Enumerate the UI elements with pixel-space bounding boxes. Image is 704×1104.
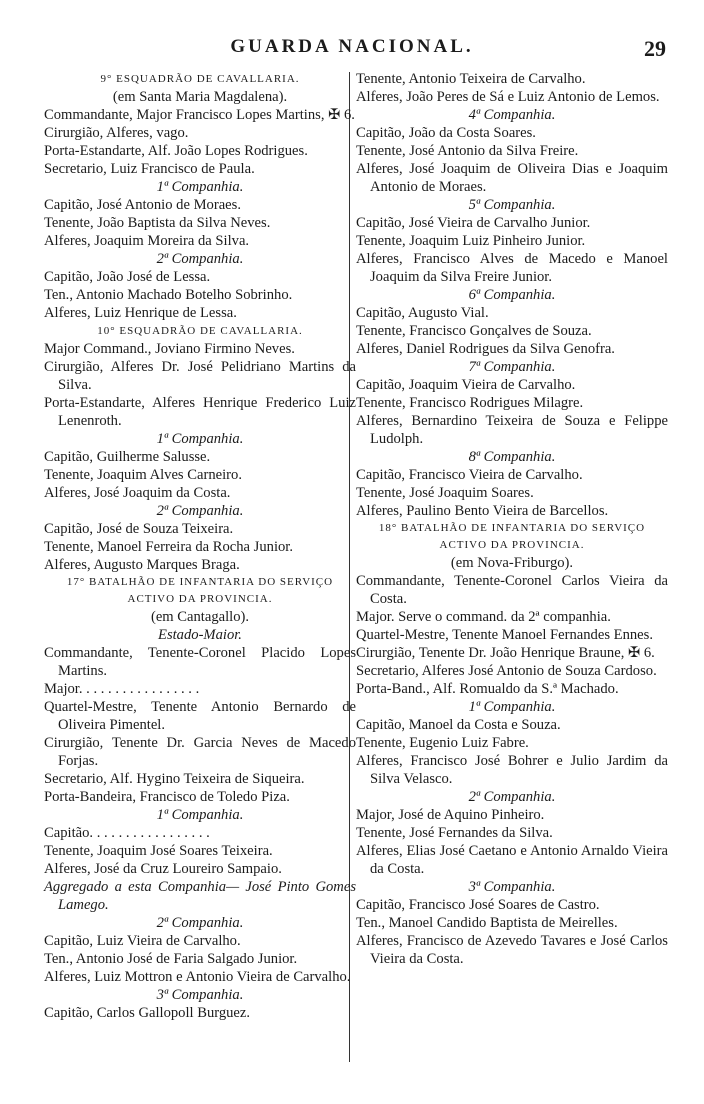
- location-note: (em Nova-Friburgo).: [450, 555, 574, 571]
- entry-line: Major, José de Aquino Pinheiro.: [356, 807, 545, 823]
- subsection-heading: 2ª Companhia.: [468, 789, 556, 805]
- entry-line: Cirurgião, Alferes, vago.: [44, 125, 189, 141]
- entry-line: Major. . . . . . . . . . . . . . . . .: [44, 681, 200, 697]
- entry-line: Commandante, Tenente-Coronel Placido Lopes Martins.: [44, 645, 356, 679]
- subsection-heading: 1ª Companhia.: [156, 807, 244, 823]
- entry-line: Capitão, Guilherme Salusse.: [44, 449, 211, 465]
- entry-line: Secretario, Luiz Francisco de Paula.: [44, 161, 255, 177]
- entry-line: Tenente, José Fernandes da Silva.: [356, 825, 553, 841]
- entry-line: Cirurgião, Alferes Dr. José Pelidriano Martins da Silva.: [44, 359, 356, 393]
- entry-line: Aggregado a esta Companhia— José Pinto Gomes Lamego.: [44, 879, 356, 913]
- entry-line: Alferes, Francisco José Bohrer e Julio Jardim da Silva Velasco.: [356, 753, 668, 787]
- location-note: (em Cantagallo).: [150, 609, 250, 625]
- subsection-heading: 1ª Companhia.: [156, 179, 244, 195]
- subsection-heading: Estado-Maior.: [158, 627, 242, 643]
- entry-line: Secretario, Alf. Hygino Teixeira de Siqueira.: [44, 771, 305, 787]
- entry-line: Tenente, Joaquim Alves Carneiro.: [44, 467, 242, 483]
- entry-line: Ten., Manoel Candido Baptista de Meirelles.: [356, 915, 618, 931]
- entry-line: Capitão, Manoel da Costa e Souza.: [356, 717, 561, 733]
- subsection-heading: 6ª Companhia.: [468, 287, 556, 303]
- page-number: 29: [644, 36, 666, 61]
- entry-line: Alferes, Francisco Alves de Macedo e Manoel Joaquim da Silva Freire Junior.: [356, 251, 668, 285]
- entry-line: Tenente, José Antonio da Silva Freire.: [356, 143, 579, 159]
- entry-line: Tenente, Joaquim José Soares Teixeira.: [44, 843, 273, 859]
- entry-line: Secretario, Alferes José Antonio de Souza Cardoso.: [356, 663, 657, 679]
- entry-line: Porta-Bandeira, Francisco de Toledo Piza.: [44, 789, 290, 805]
- entry-line: Tenente, Eugenio Luiz Fabre.: [356, 735, 529, 751]
- entry-line: Tenente, João Baptista da Silva Neves.: [44, 215, 271, 231]
- subsection-heading: 1ª Companhia.: [468, 699, 556, 715]
- location-note: (em Santa Maria Magdalena).: [112, 89, 288, 105]
- right-column: [356, 70, 668, 968]
- subsection-heading: 2ª Companhia.: [156, 503, 244, 519]
- subsection-heading: 3ª Companhia.: [468, 879, 556, 895]
- subsection-heading: 8ª Companhia.: [468, 449, 556, 465]
- entry-line: Major. Serve o command. da 2ª companhia.: [356, 609, 611, 625]
- left-column: [44, 70, 356, 1022]
- entry-line: Tenente, Joaquim Luiz Pinheiro Junior.: [356, 233, 586, 249]
- entry-line: Quartel-Mestre, Tenente Antonio Bernardo de Oliveira Pimentel.: [44, 699, 356, 733]
- entry-line: Tenente, Francisco Gonçalves de Souza.: [356, 323, 592, 339]
- entry-line: Capitão, João da Costa Soares.: [356, 125, 536, 141]
- entry-line: Alferes, Francisco de Azevedo Tavares e José Carlos Vieira da Costa.: [356, 933, 668, 967]
- entry-line: Capitão, José Antonio de Moraes.: [44, 197, 241, 213]
- entry-line: Cirurgião, Tenente Dr. Garcia Neves de Macedo Forjas.: [44, 735, 356, 769]
- entry-line: Capitão, Luiz Vieira de Carvalho.: [44, 933, 241, 949]
- entry-line: Alferes, José Joaquim da Costa.: [44, 485, 231, 501]
- entry-line: Tenente, Manoel Ferreira da Rocha Junior.: [44, 539, 294, 555]
- entry-line: Capitão, João José de Lessa.: [44, 269, 211, 285]
- running-title: GUARDA NACIONAL.: [230, 36, 474, 57]
- entry-line: Capitão, Augusto Vial.: [356, 305, 489, 321]
- entry-line: Porta-Band., Alf. Romualdo da S.ª Machado.: [356, 681, 619, 697]
- entry-line: Porta-Estandarte, Alferes Henrique Frederico Luiz Lenenroth.: [44, 395, 356, 429]
- entry-line: Capitão, Francisco Vieira de Carvalho.: [356, 467, 583, 483]
- entry-line: Commandante, Tenente-Coronel Carlos Vieira da Costa.: [356, 573, 668, 607]
- entry-line: Capitão. . . . . . . . . . . . . . . . .: [44, 825, 210, 841]
- subsection-heading: 2ª Companhia.: [156, 915, 244, 931]
- entry-line: Alferes, Paulino Bento Vieira de Barcellos.: [356, 503, 609, 519]
- section-heading: 9° ESQUADRÃO DE CAVALLARIA.: [100, 73, 300, 85]
- section-heading: 10° ESQUADRÃO DE CAVALLARIA.: [97, 325, 303, 337]
- entry-line: Alferes, Bernardino Teixeira de Souza e Felippe Ludolph.: [356, 413, 668, 447]
- section-heading: 17° BATALHÃO DE INFANTARIA DO SERVIÇO ACTIVO DA PROVINCIA.: [66, 576, 334, 605]
- entry-line: Capitão, Francisco José Soares de Castro.: [356, 897, 600, 913]
- entry-line: Capitão, José Vieira de Carvalho Junior.: [356, 215, 591, 231]
- entry-line: Tenente, José Joaquim Soares.: [356, 485, 534, 501]
- subsection-heading: 4ª Companhia.: [468, 107, 556, 123]
- subsection-heading: 1ª Companhia.: [156, 431, 244, 447]
- entry-line: Cirurgião, Tenente Dr. João Henrique Braune, ✠ 6.: [356, 645, 655, 661]
- entry-line: Alferes, José Joaquim de Oliveira Dias e Joaquim Antonio de Moraes.: [356, 161, 668, 195]
- entry-line: Ten., Antonio Machado Botelho Sobrinho.: [44, 287, 293, 303]
- subsection-heading: 3ª Companhia.: [156, 987, 244, 1003]
- entry-line: Alferes, Daniel Rodrigues da Silva Genofra.: [356, 341, 615, 357]
- entry-line: Alferes, José da Cruz Loureiro Sampaio.: [44, 861, 282, 877]
- entry-line: Alferes, Luiz Mottron e Antonio Vieira de Carvalho.: [44, 969, 351, 985]
- entry-line: Quartel-Mestre, Tenente Manoel Fernandes Ennes.: [356, 627, 653, 643]
- entry-line: Porta-Estandarte, Alf. João Lopes Rodrigues.: [44, 143, 308, 159]
- subsection-heading: 2ª Companhia.: [156, 251, 244, 267]
- entry-line: Capitão, José de Souza Teixeira.: [44, 521, 234, 537]
- entry-line: Alferes, João Peres de Sá e Luiz Antonio de Lemos.: [356, 89, 660, 105]
- entry-line: Major Command., Joviano Firmino Neves.: [44, 341, 295, 357]
- entry-line: Alferes, Augusto Marques Braga.: [44, 557, 240, 573]
- subsection-heading: 5ª Companhia.: [468, 197, 556, 213]
- entry-line: Alferes, Joaquim Moreira da Silva.: [44, 233, 250, 249]
- page-header: [0, 36, 704, 66]
- entry-line: Tenente, Antonio Teixeira de Carvalho.: [356, 71, 586, 87]
- entry-line: Tenente, Francisco Rodrigues Milagre.: [356, 395, 584, 411]
- entry-line: Capitão, Joaquim Vieira de Carvalho.: [356, 377, 576, 393]
- entry-line: Ten., Antonio José de Faria Salgado Junior.: [44, 951, 298, 967]
- entry-line: Alferes, Luiz Henrique de Lessa.: [44, 305, 237, 321]
- subsection-heading: 7ª Companhia.: [468, 359, 556, 375]
- entry-line: Capitão, Carlos Gallopoll Burguez.: [44, 1005, 251, 1021]
- entry-line: Alferes, Elias José Caetano e Antonio Arnaldo Vieira da Costa.: [356, 843, 668, 877]
- section-heading: 18° BATALHÃO DE INFANTARIA DO SERVIÇO ACTIVO DA PROVINCIA.: [378, 522, 646, 551]
- entry-line: Commandante, Major Francisco Lopes Martins, ✠ 6.: [44, 107, 355, 123]
